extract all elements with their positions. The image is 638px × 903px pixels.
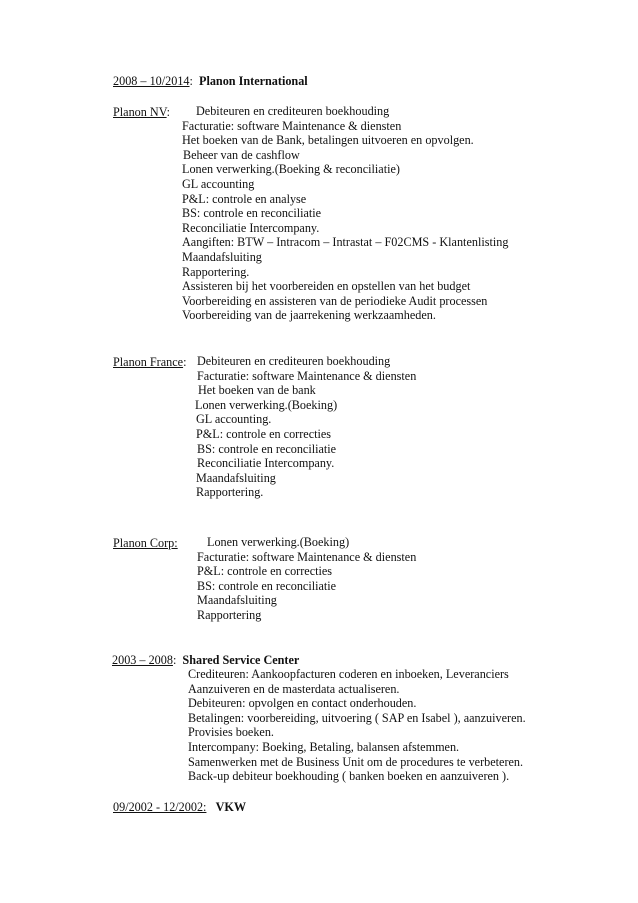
task-item: Rapportering [197, 607, 262, 622]
task-list [194, 535, 416, 623]
task-item: Betalingen: voorbereiding, uitvoering ( SAP en Isabel ), aanzuiveren. [188, 710, 526, 725]
task-item: Samenwerken met de Business Unit om de procedures te verbeteren. [188, 754, 524, 769]
task-item: Facturatie: software Maintenance & diensten [197, 368, 417, 383]
task-item: BS: controle en reconciliatie [197, 578, 337, 593]
task-item: Reconciliatie Intercompany. [182, 220, 320, 235]
employment-period: 09/2002 - 12/2002: [113, 800, 207, 814]
subsidiary-heading [113, 536, 178, 550]
task-item: Het boeken van de Bank, betalingen uitvoeren en opvolgen. [182, 133, 474, 148]
task-item: Debiteuren en crediteuren boekhouding [197, 354, 391, 368]
subsidiary-heading [113, 105, 170, 119]
task-item: Lonen verwerking.(Boeking) [195, 397, 338, 412]
task-list [194, 354, 416, 500]
label-separator: : [166, 105, 170, 119]
employment-period: 2003 – 2008 [112, 653, 173, 667]
task-item: Beheer van de cashflow [183, 147, 300, 162]
task-item: Facturatie: software Maintenance & diensten [182, 118, 402, 133]
period-separator: : [172, 653, 177, 667]
task-item: Reconciliatie Intercompany. [197, 456, 335, 471]
task-item: Back-up debiteur boekhouding ( banken boeken en aanzuiveren ). [188, 769, 510, 784]
task-item: Maandafsluiting [197, 593, 277, 608]
task-item: GL accounting. [196, 412, 272, 427]
employment-heading [112, 653, 299, 667]
employment-period: 2008 – 10/2014 [113, 74, 190, 88]
task-list [188, 667, 526, 784]
task-item: Het boeken van de bank [198, 383, 316, 398]
task-item: Lonen verwerking.(Boeking) [207, 535, 350, 549]
task-item: P&L: controle en correcties [196, 426, 332, 441]
task-item: Provisies boeken. [188, 725, 274, 740]
task-item: BS: controle en reconciliatie [197, 441, 337, 456]
task-item: Rapportering. [196, 485, 264, 500]
task-item: Assisteren bij het voorbereiden en opstellen van het budget [182, 279, 471, 294]
task-item: Debiteuren en crediteuren boekhouding [196, 104, 390, 118]
task-list [182, 104, 508, 323]
task-item: P&L: controle en correcties [197, 564, 333, 579]
task-item: Aanzuiveren en de masterdata actualiseren. [188, 681, 400, 696]
task-item: GL accounting [182, 176, 255, 191]
task-item: Aangiften: BTW – Intracom – Intrastat – F02CMS - Klantenlisting [182, 235, 509, 250]
task-item: Debiteuren: opvolgen en contact onderhouden. [188, 696, 417, 711]
task-item: Intercompany: Boeking, Betaling, balansen afstemmen. [188, 739, 460, 754]
subsidiary-label: Planon NV [113, 105, 167, 119]
task-item: Maandafsluiting [182, 249, 262, 264]
subsidiary-heading [113, 355, 186, 369]
task-item: Crediteuren: Aankoopfacturen coderen en inboeken, Leveranciers [188, 667, 509, 681]
task-item: BS: controle en reconciliatie [182, 206, 322, 221]
label-separator: : [183, 355, 187, 369]
task-item: Voorbereiding van de jaarrekening werkzaamheden. [182, 308, 436, 323]
period-separator: : [189, 74, 193, 88]
subsidiary-label: Planon France [113, 355, 184, 369]
employer-name: VKW [215, 800, 247, 814]
task-item: Lonen verwerking.(Boeking & reconciliatie) [182, 162, 400, 177]
employment-heading [113, 74, 308, 88]
employment-heading [113, 800, 246, 814]
subsidiary-label: Planon Corp: [113, 536, 178, 550]
employer-name: Planon International [199, 74, 308, 88]
employer-name: Shared Service Center [182, 653, 300, 667]
task-item: Voorbereiding en assisteren van de periodieke Audit processen [182, 293, 488, 308]
task-item: Maandafsluiting [196, 470, 276, 485]
task-item: Rapportering. [182, 264, 250, 279]
task-item: P&L: controle en analyse [182, 191, 307, 206]
task-item: Facturatie: software Maintenance & diensten [197, 549, 417, 564]
